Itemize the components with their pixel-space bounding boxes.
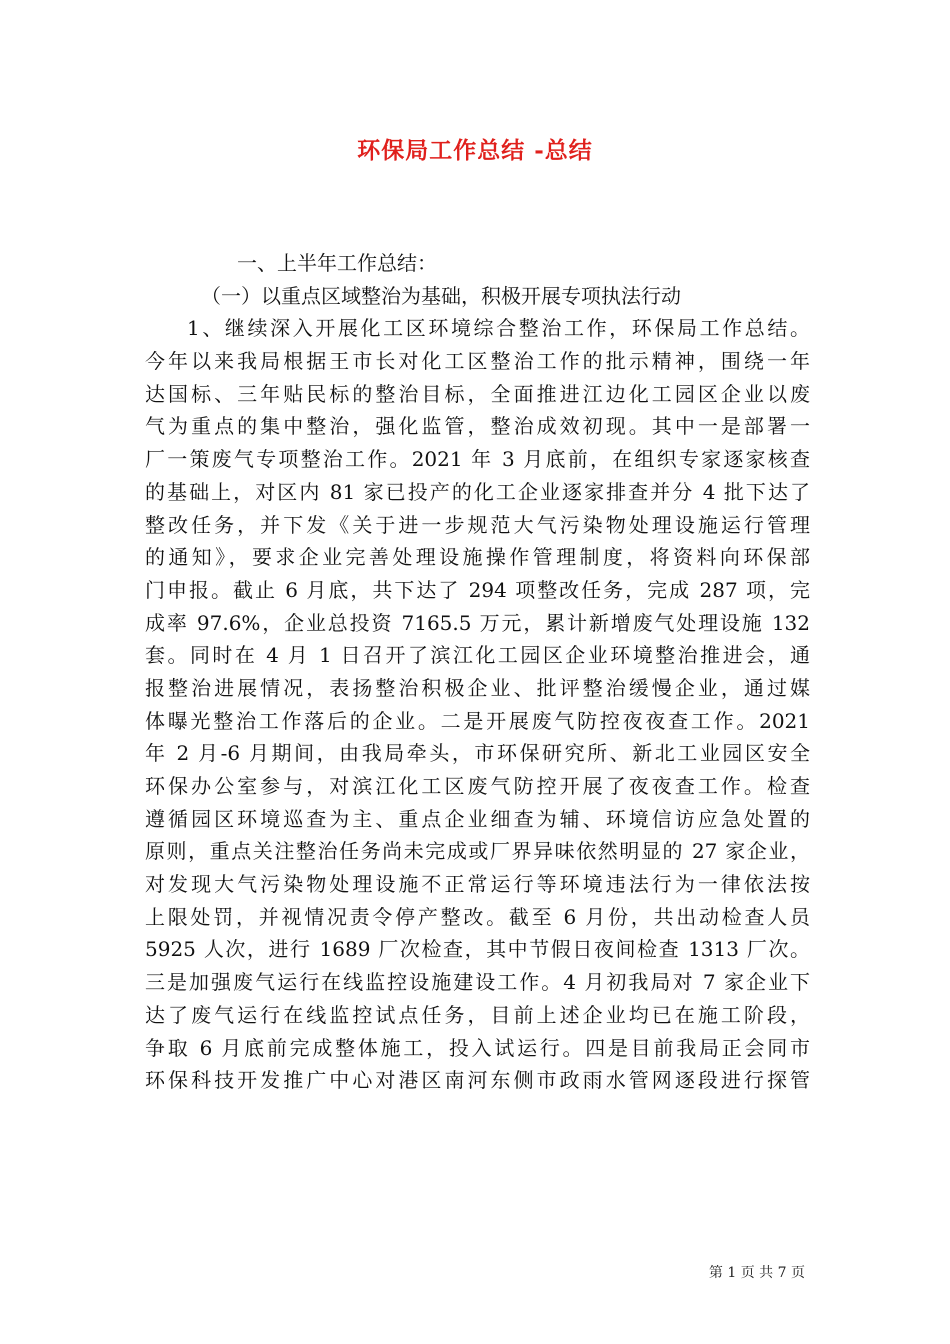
page-number: 第 1 页 共 7 页 <box>708 1265 805 1281</box>
subsection-heading: （一）以重点区域整治为基础，积极开展专项执法行动 <box>201 283 681 308</box>
paragraph-line: 争取 6 月底前完成整体施工，投入试运行。四是目前我局正会同市 <box>145 1035 810 1060</box>
section-heading: 一、上半年工作总结： <box>237 251 437 275</box>
paragraph-line: 的基础上，对区内 81 家已投产的化工企业逐家排查并分 4 批下达了 <box>145 479 810 504</box>
paragraph-line: 门申报。截止 6 月底，共下达了 294 项整改任务，完成 287 项，完 <box>145 577 810 602</box>
document-title: 环保局工作总结 -总结 <box>357 137 593 164</box>
paragraph-line: 达了废气运行在线监控试点任务，目前上述企业均已在施工阶段， <box>145 1002 810 1027</box>
paragraph-line: 环保科技开发推广中心对港区南河东侧市政雨水管网逐段进行探管 <box>145 1068 810 1093</box>
paragraph-line: 的通知》，要求企业完善处理设施操作管理制度，将资料向环保部 <box>145 545 810 570</box>
paragraph-line: 环保办公室参与，对滨江化工区废气防控开展了夜夜查工作。检查 <box>145 774 810 798</box>
paragraph-line: 遵循园区环境巡查为主、重点企业细查为辅、环境信访应急处置的 <box>145 806 810 831</box>
paragraph-line: 今年以来我局根据王市长对化工区整治工作的批示精神，围绕一年 <box>145 349 810 374</box>
document-body <box>145 247 810 1097</box>
paragraph-line: 1、继续深入开展化工区环境综合整治工作，环保局工作总结。 <box>187 316 810 341</box>
paragraph-line: 整改任务，并下发《关于进一步规范大气污染物处理设施运行管理 <box>145 512 810 537</box>
paragraph-line: 气为重点的集中整治，强化监管，整治成效初现。其中一是部署一 <box>145 414 810 439</box>
paragraph-line: 厂一策废气专项整治工作。2021 年 3 月底前，在组织专家逐家核查 <box>145 447 810 472</box>
paragraph-line: 原则，重点关注整治任务尚未完成或厂界异味依然明显的 27 家企业， <box>145 839 810 864</box>
paragraph <box>145 312 810 1097</box>
paragraph-line: 成率 97.6%，企业总投资 7165.5 万元，累计新增废气处理设施 132 <box>145 610 810 635</box>
paragraph-line: 年 2 月-6 月期间，由我局牵头，市环保研究所、新北工业园区安全 <box>145 741 810 766</box>
paragraph-line: 体曝光整治工作落后的企业。二是开展废气防控夜夜查工作。2021 <box>145 708 810 733</box>
paragraph-line: 三是加强废气运行在线监控设施建设工作。4 月初我局对 7 家企业下 <box>145 970 810 995</box>
paragraph-line: 对发现大气污染物处理设施不正常运行等环境违法行为一律依法按 <box>145 872 810 897</box>
paragraph-line: 上限处罚，并视情况责令停产整改。截至 6 月份，共出动检查人员 <box>145 904 810 929</box>
paragraph-line: 达国标、三年贴民标的整治目标，全面推进江边化工园区企业以废 <box>145 381 810 406</box>
paragraph-line: 报整治进展情况，表扬整治积极企业、批评整治缓慢企业，通过媒 <box>145 675 810 700</box>
paragraph-line: 5925 人次，进行 1689 厂次检查，其中节假日夜间检查 1313 厂次。 <box>145 937 810 962</box>
paragraph-line: 套。同时在 4 月 1 日召开了滨江化工园区企业环境整治推进会，通 <box>145 643 810 668</box>
